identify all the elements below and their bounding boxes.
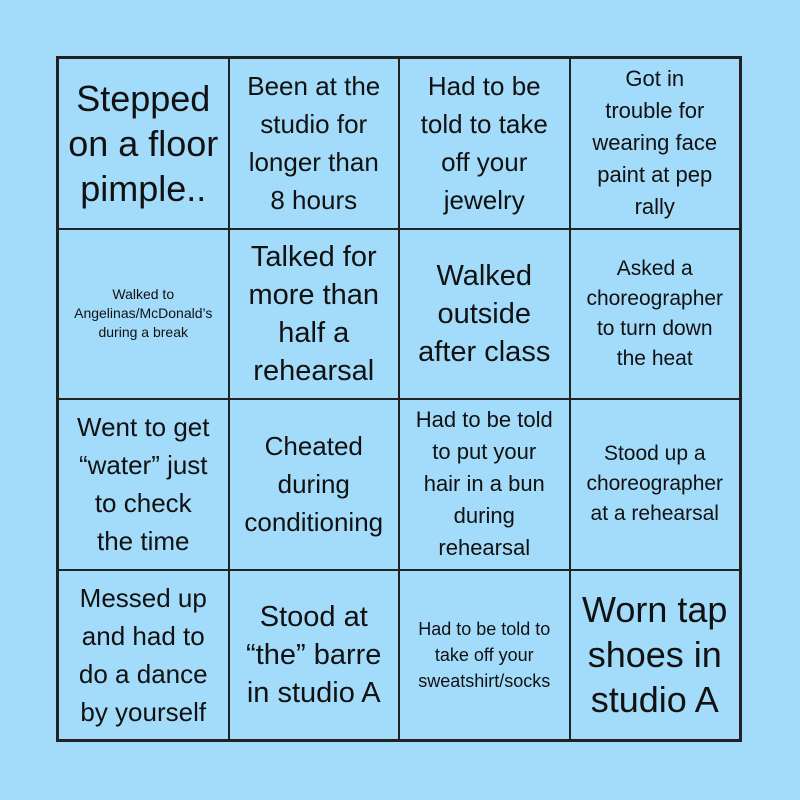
- bingo-cell[interactable]: [399, 58, 570, 229]
- bingo-cell[interactable]: [399, 229, 570, 400]
- bingo-cell-text: Stepped on a floor pimple..: [68, 77, 219, 209]
- bingo-cell-text: Went to get “water” just to check the time: [77, 412, 210, 557]
- bingo-cell[interactable]: [570, 58, 741, 229]
- bingo-cell[interactable]: [570, 229, 741, 400]
- bingo-cell[interactable]: [570, 570, 741, 741]
- bingo-cell-text: Worn tap shoes in studio A: [582, 589, 728, 721]
- bingo-cell-text: Been at the studio for longer than 8 hours: [247, 71, 381, 216]
- bingo-cell-text: Messed up and had to do a dance by yourself: [78, 582, 208, 727]
- bingo-cell-text: Walked to Angelinas/McDonald’s during a break: [74, 286, 213, 341]
- bingo-cell[interactable]: [229, 399, 400, 570]
- bingo-cell-text: Talked for more than half a rehearsal: [248, 240, 380, 387]
- bingo-cell[interactable]: [399, 399, 570, 570]
- bingo-cell-text: Walked outside after class: [418, 259, 551, 368]
- bingo-cell-text: Asked a choreographer to turn down the heat: [586, 256, 724, 370]
- bingo-cell[interactable]: [399, 570, 570, 741]
- bingo-cell[interactable]: [229, 570, 400, 741]
- bingo-cell[interactable]: [58, 570, 229, 741]
- bingo-cell-text: Had to be told to put your hair in a bun during rehearsal: [415, 407, 553, 561]
- bingo-cell-text: Had to be told to take off your jewelry: [420, 71, 548, 216]
- bingo-cell-text: Had to be told to take off your sweatshirt/socks: [418, 618, 551, 691]
- bingo-cell[interactable]: [58, 58, 229, 229]
- bingo-cell-text: Got in trouble for wearing face paint at pep rally: [592, 66, 718, 220]
- bingo-cell[interactable]: [229, 58, 400, 229]
- bingo-cell[interactable]: [229, 229, 400, 400]
- bingo-cell-text: Cheated during conditioning: [244, 431, 384, 538]
- bingo-cell-text: Stood at “the” barre in studio A: [246, 600, 382, 709]
- bingo-board: [56, 56, 742, 742]
- bingo-cell[interactable]: [58, 229, 229, 400]
- bingo-cell[interactable]: [570, 399, 741, 570]
- bingo-cell[interactable]: [58, 399, 229, 570]
- bingo-cell-text: Stood up a choreographer at a rehearsal: [586, 442, 724, 526]
